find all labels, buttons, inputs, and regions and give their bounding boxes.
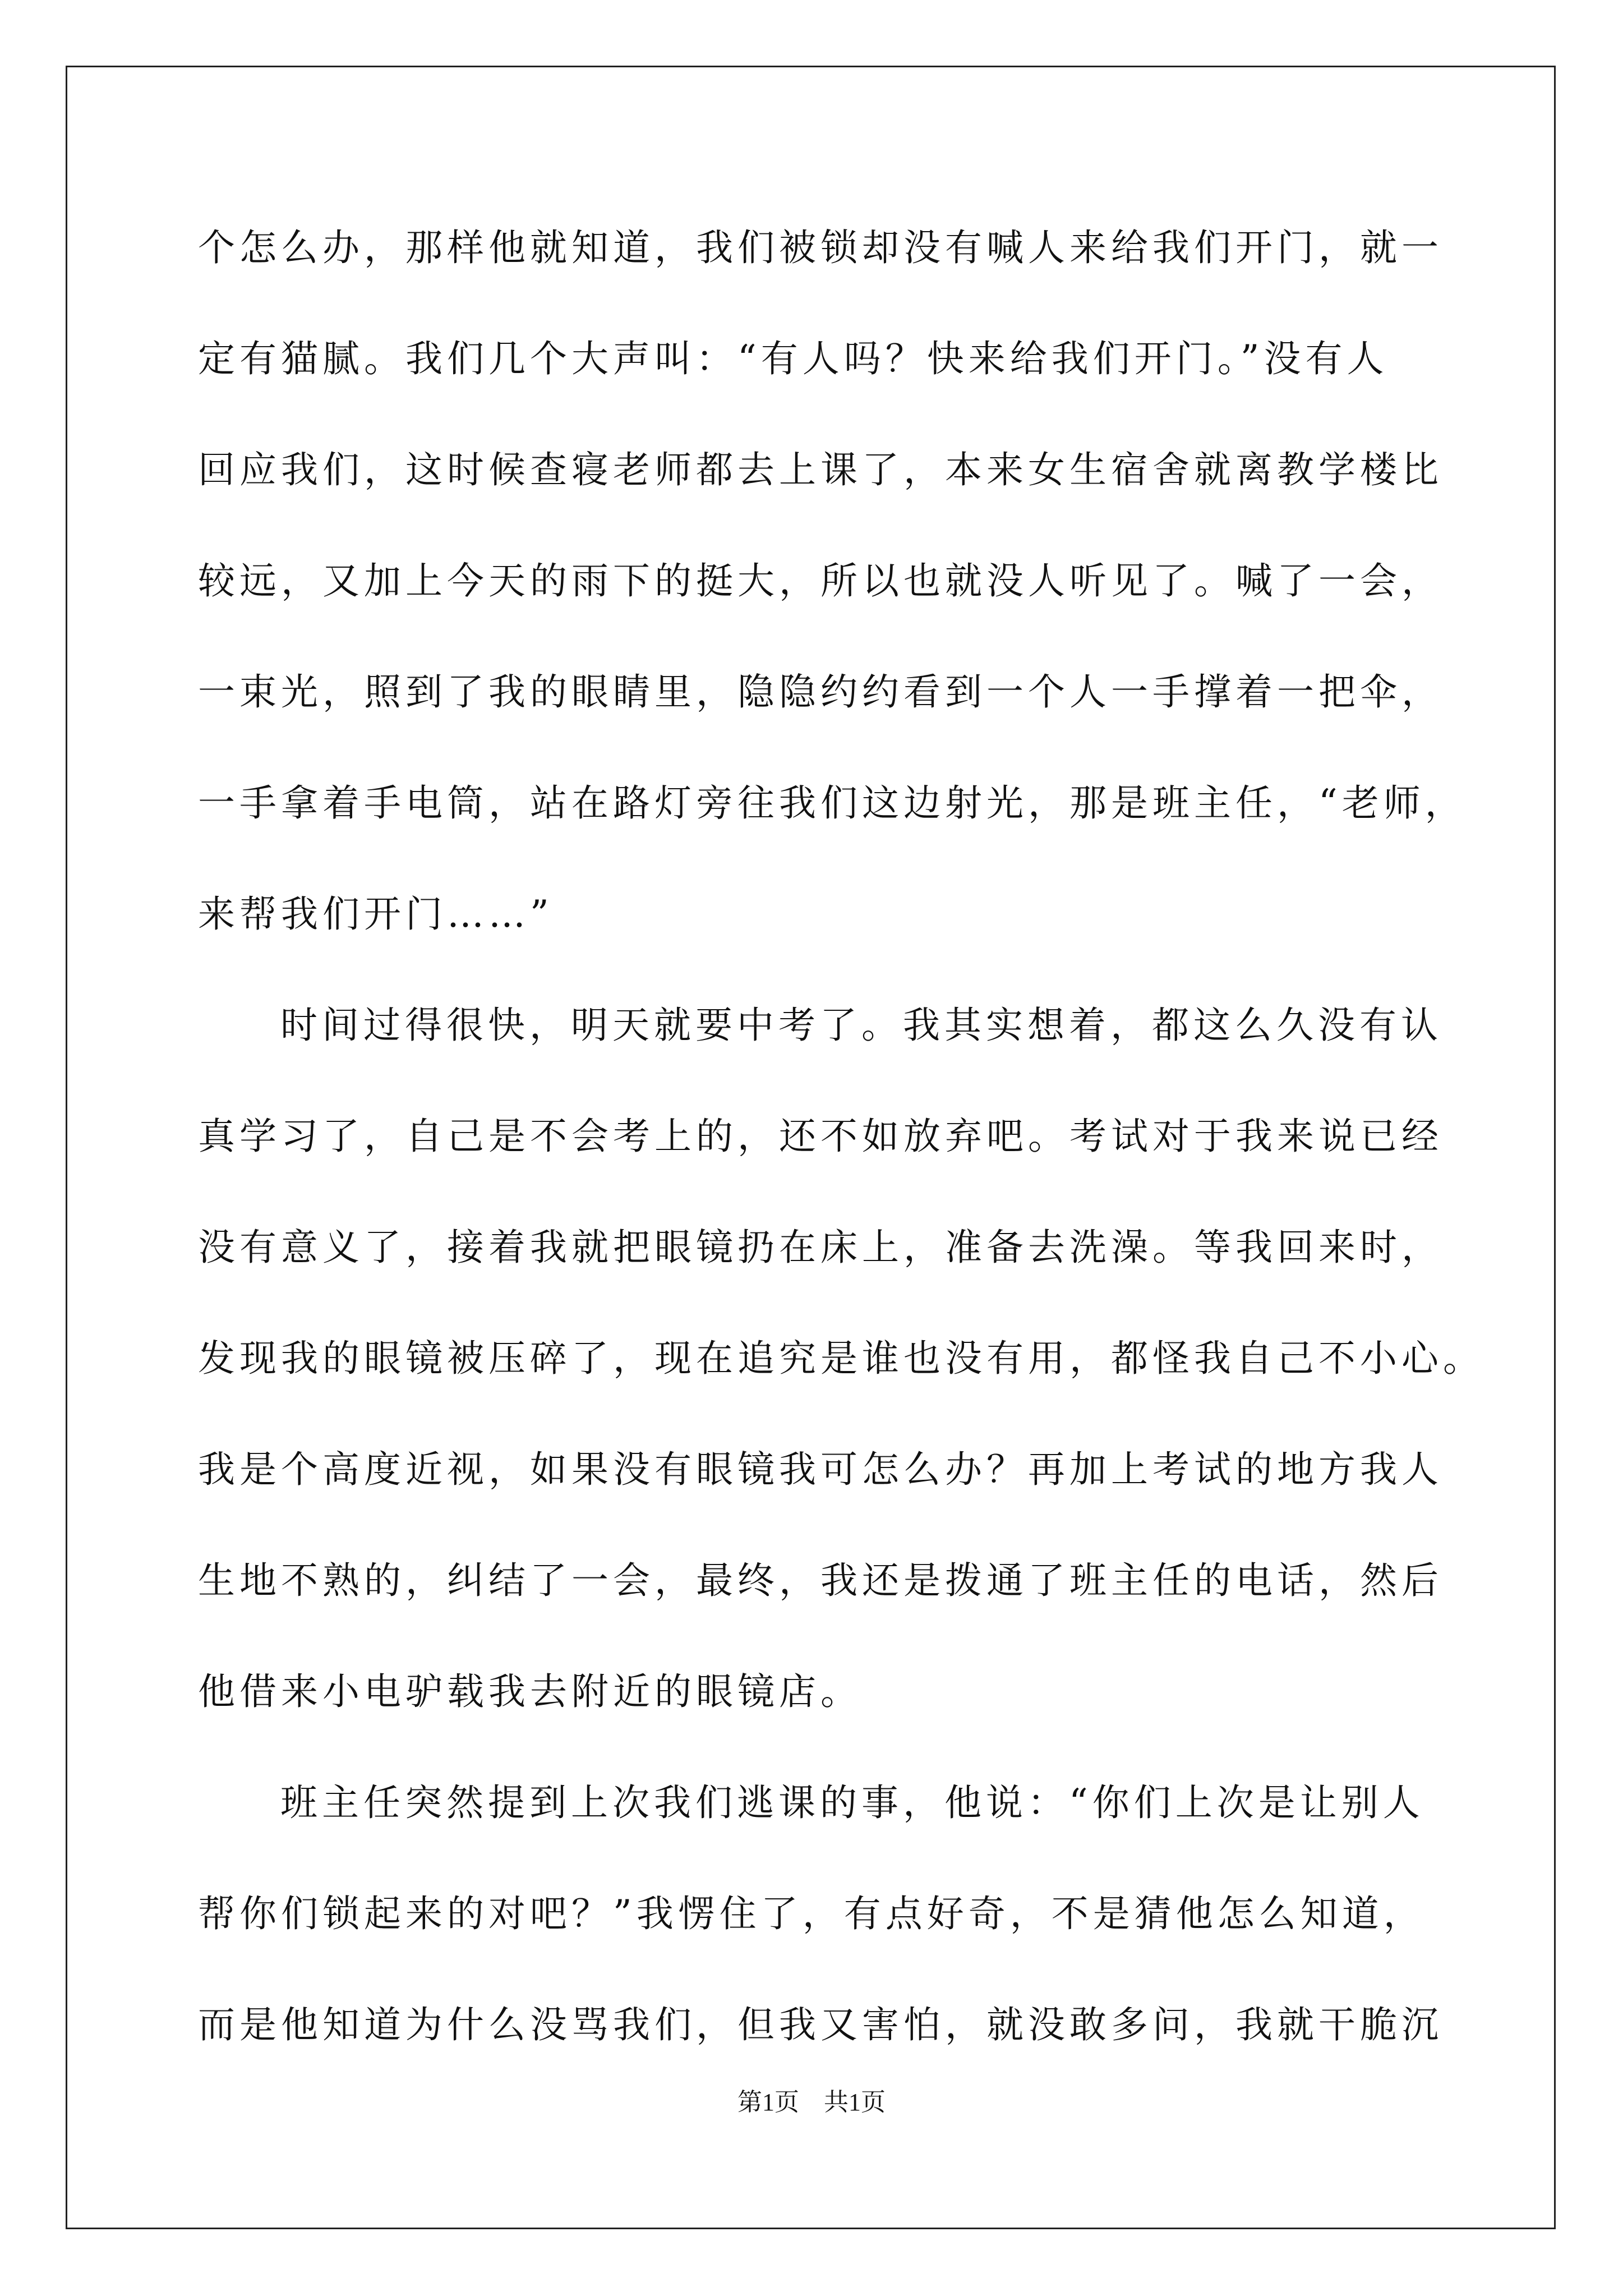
text-line: 我是个高度近视，如果没有眼镜我可怎么办？再加上考试的地方我人	[198, 1448, 1443, 1491]
text-line: 而是他知道为什么没骂我们，但我又害怕，就没敢多问，我就干脆沉	[198, 2003, 1443, 2046]
paragraph-first-line: 班主任突然提到上次我们逃课的事，他说：“你们上次是让别人	[280, 1781, 1424, 1824]
text-line: 没有意义了，接着我就把眼镜扔在床上，准备去洗澡。等我回来时，	[198, 1226, 1443, 1269]
text-line: 较远，又加上今天的雨下的挺大，所以也就没人听见了。喊了一会，	[198, 559, 1443, 602]
page-footer: 第1页 共1页	[737, 2088, 886, 2116]
text-line: 他借来小电驴载我去附近的眼镜店。	[198, 1670, 862, 1713]
text-line: 回应我们，这时候查寝老师都去上课了，本来女生宿舍就离教学楼比	[198, 448, 1443, 491]
text-line: 真学习了，自己是不会考上的，还不如放弃吧。考试对于我来说已经	[198, 1115, 1443, 1158]
text-line: 生地不熟的，纠结了一会，最终，我还是拨通了班主任的电话，然后	[198, 1559, 1443, 1602]
text-line: 发现我的眼镜被压碎了，现在追究是谁也没有用，都怪我自己不小心。	[198, 1337, 1484, 1380]
text-line: 个怎么办，那样他就知道，我们被锁却没有喊人来给我们开门，就一	[198, 226, 1443, 269]
text-line: 来帮我们开门……”	[198, 892, 554, 936]
text-line: 帮你们锁起来的对吧？”我愣住了，有点好奇，不是猜他怎么知道，	[198, 1892, 1425, 1935]
paragraph-first-line: 时间过得很快，明天就要中考了。我其实想着，都这么久没有认	[280, 1004, 1442, 1047]
text-line: 一束光，照到了我的眼睛里，隐隐约约看到一个人一手撑着一把伞，	[198, 670, 1443, 714]
text-line: 定有猫腻。我们几个大声叫：“有人吗？快来给我们开门。”没有人	[198, 337, 1389, 380]
text-line: 一手拿着手电筒，站在路灯旁往我们这边射光，那是班主任，“老师，	[198, 781, 1467, 825]
